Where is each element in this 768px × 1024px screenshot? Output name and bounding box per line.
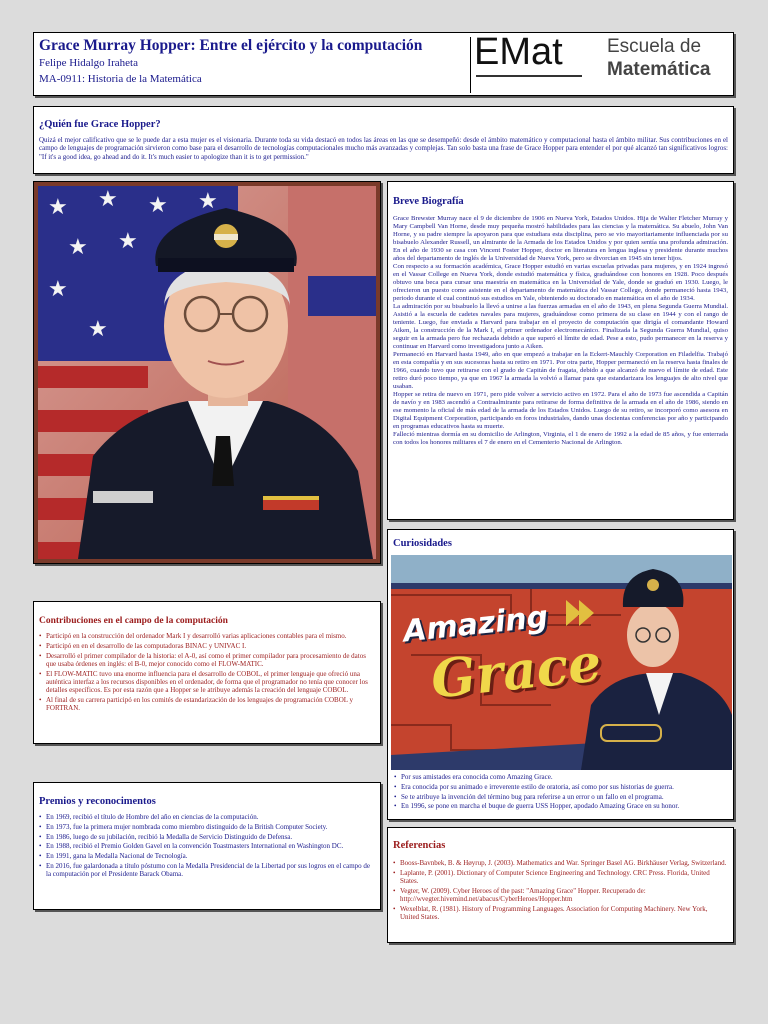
list-item: • El FLOW-MATIC tuvo una enorme influencia para el desarrollo de COBOL, el primer lenguaje que ofreció una auténtica interfaz a los recursos disponibles en el ordenador, de forma que el programador no tenía que conocer los detalles específicos. Es por esta razón que a Hopper se le atribuye además la creación del lenguaje COBOL. (39, 670, 375, 695)
list-item: • Se te atribuye la invención del término bug para referirse a un error o un fallo en el programa. (394, 793, 728, 801)
svg-text:★: ★ (148, 193, 168, 218)
contributions-list (39, 632, 375, 713)
bio-paragraph: Con respecto a su formación académica, Grace Hopper estudió en varias escuelas privadas para mujeres, y en 1924 ingresó en el Vassar College en Nueva York, donde estudió matemática y física, graduándose con honores en 1928. Poco después obtuvo una beca para cursar una maestría en matemática en la Universidad de Yale, donde se graduó en 1930. Luego, le ofrecieron un puesto como asistente en el departamento de matemática del Vassar College, donde permaneció hasta 1943, periodo durante el cual continuó sus estudios en Yale, obteniendo su doctorado en matemática en el año de 1934. (393, 263, 728, 302)
bio-paragraph: Falleció mientras dormía en su domicilio de Arlington, Virginia, el 1 de enero de 1992 a la edad de 85 años, y fue enterrada con todos los honores militares el 7 de enero en el Cementerio Nacional de Arlington. (393, 431, 728, 446)
logo-line1: Escuela de (607, 36, 702, 57)
list-item: • Desarrolló el primer compilador de la historia: el A-0, así como el primer compilador para procesamiento de datos que usaba órdenes en inglés: el B-0, mejor conocido como el FLOW-MATIC. (39, 652, 375, 669)
bio-paragraph: Hopper se retira de nuevo en 1971, pero pide volver a servicio activo en 1972. Para el año de 1973 fue ascendida a Capitán de navío y en 1983 ascendió a Contraalmirante para retirarse de forma definitiva de la armada en el año de 1986, siendo en ese momento la oficial de más edad de la armada de los Estados Unidos. Luego de su retiro, se incorporó como asesora en Digital Equipment Corporation, participando en foros industriales, dando unas docientas conferencias por año y participando en programas educativos hasta su muerte. (393, 391, 728, 430)
references-list (393, 859, 728, 922)
bio-body (393, 215, 728, 447)
bio-paragraph: Permaneció en Harvard hasta 1949, año en que empezó a trabajar en la Eckert-Mauchly Corporation en Filadelfia. Trabajó en esta compañía y en sus sucesoras hasta su retiro en 1971. Por otra parte, Hopper permaneció en la reserva hasta finales de 1966, cuando tuvo que retirarse con el grado de Capitán de fragata, debido a que alcanzó de nuevo el límite de edad. Este retiro duró poco tiempo, ya que en 1967 la armada la volvió a llamar para que estandarizara los lenguajes de alto nivel que usaban. (393, 351, 728, 390)
list-item: • Booss-Bavnbek, B. & Høyrup, J. (2003). Mathematics and War. Springer Basel AG. Birkhäuser Verlag, Switzerland. (393, 859, 728, 867)
bio-paragraph: Grace Brewster Murray nace el 9 de diciembre de 1906 en Nueva York, Estados Unidos. Hija de Walter Fletcher Murray y Mary Campbell Van Horne, desde muy pequeña mostró habilidades para las ciencias y la matemática. Su abuelo, John Van Horne, y su padre siempre la apoyaron para que estudiara esta disciplina, pero se vio mayoritariamente influenciada por su bisabuelo Alexander Russell, un almirante de la Armada de los Estados Unidos y por quien sentía una profunda admiración. En el año de 1930 se casa con Vincent Foster Hopper, doctor en literatura en lengua inglesa y presidente durante muchos años del departamento de inglés de la Universidad de Nueva York, pero se divorcian en 1945 sin tener hijos. (393, 215, 728, 262)
list-item: • Era conocida por su animado e irreverente estilo de oratoria, así como por sus historias de guerra. (394, 783, 728, 791)
list-item: • En 1986, luego de su jubilación, recibió la Medalla de Servicio Distinguido de Defensa. (39, 833, 375, 841)
contributions-title: Contribuciones en el campo de la computación (39, 616, 228, 626)
curiosities-panel (387, 529, 734, 820)
list-item: • Vegter, W. (2009). Cyber Heroes of the past: "Amazing Grace" Hopper. Recuperado de: http://wvegter.hivemind.net/abacus/CyberHeroes/Hopper.htm (393, 887, 728, 904)
svg-text:★: ★ (198, 189, 218, 214)
list-item: • Wexelblat, R. (1981). History of Programming Languages. Association for Computing Machinery. New York, United States. (393, 905, 728, 922)
svg-text:★: ★ (88, 317, 108, 342)
intro-title: ¿Quién fue Grace Hopper? (39, 119, 161, 130)
header-panel (33, 32, 734, 96)
list-item: • Laplante, P. (2001). Dictionary of Computer Science Engineering and Technology. CRC Press. Florida, United States. (393, 869, 728, 886)
list-item: • En 1973, fue la primera mujer nombrada como miembro distinguido de la British Computer Society. (39, 823, 375, 831)
list-item: • En 1988, recibió el Premio Golden Gavel en la convención Toastmasters International en Washington DC. (39, 842, 375, 850)
svg-text:★: ★ (48, 195, 68, 220)
svg-text:★: ★ (118, 229, 138, 254)
list-item: • En 2016, fue galardonada a título póstumo con la Medalla Presidencial de la Libertad por sus logros en el campo de la computación por el Presidente Barack Obama. (39, 862, 375, 879)
awards-list (39, 813, 375, 879)
poster-title: Grace Murray Hopper: Entre el ejército y la computación (39, 37, 423, 54)
author-name: Felipe Hidalgo Iraheta (39, 57, 138, 69)
list-item: • Participó en la construcción del ordenador Mark I y desarrolló varias aplicaciones contables para el mismo. (39, 632, 375, 640)
svg-text:★: ★ (98, 187, 118, 212)
awards-title: Premios y reconocimentos (39, 796, 156, 807)
list-item: • En 1991, gana la Medalla Nacional de Tecnología. (39, 852, 375, 860)
references-title: Referencias (393, 840, 446, 851)
course-name: MA-0911: Historia de la Matemática (39, 73, 202, 85)
portrait-photo (33, 181, 381, 564)
logo-mark: EMat (474, 31, 563, 73)
list-item: • Por sus amistades era conocida como Amazing Grace. (394, 773, 728, 781)
references-panel (387, 827, 734, 943)
svg-text:★: ★ (68, 235, 88, 260)
list-item: • Participó en en el desarrollo de las computadoras BINAC y UNIVAC I. (39, 642, 375, 650)
bio-paragraph: La admiración por su bisabuelo la llevó a unirse a las fuerzas armadas en el año de 1943, en plena Segunda Guerra Mundial. Asistió a la escuela de cadetes navales para mujeres, graduándose como primera de su clase en 1944 y con el rango de teniente. Luego, fue enviada a Harvard para trabajar en el proyecto de computación que dirigía el comandante Howard Aiken, la construcción de la Mark I, el primer ordenador electromecánico. Finalizada la Segunda Guerra Mundial, quiso seguir en la armada pero fue rechazada debido a que superó el límite de edad. Pese a esto, pudo permanecer en la reserva y continuar en Harvard como investigadora junto a Aiken. (393, 303, 728, 350)
intro-text: Quizá el mejor calificativo que se le puede dar a esta mujer es el visionaria. Durante toda su vida destacó en todos las áreas en las que se desempeñó: desde el ámbito matemático y computacional hasta el ámbito militar. Sus contribuciones en el campo de lenguajes de programación sirvieron como base para el desarrollo de tecnologías computacionales mucho más avanzadas y complejas. Tan solo basta una frase de Grace Hopper para entender el por qué alcanzó tan significativos logros: "If it's a good idea, go ahead and do it. It's much easier to apologize than it is to get permission." (39, 136, 728, 161)
contributions-panel (33, 601, 381, 744)
curiosities-list (394, 773, 728, 812)
biography-panel (387, 181, 734, 520)
curiosities-title: Curiosidades (393, 538, 452, 549)
logo-line2: Matemática (607, 59, 711, 80)
emat-logo (474, 33, 732, 95)
svg-text:★: ★ (48, 277, 68, 302)
list-item: • Al final de su carrera participó en los comités de estandarización de los lenguajes de programación COBOL y FORTRAN. (39, 696, 375, 713)
list-item: • En 1996, se pone en marcha el buque de guerra USS Hopper, apodado Amazing Grace en su honor. (394, 802, 728, 810)
bio-title: Breve Biografía (393, 196, 464, 207)
intro-panel (33, 106, 734, 174)
awards-panel (33, 782, 381, 910)
header-divider (470, 37, 471, 93)
amazing-grace-banner (391, 555, 732, 770)
banner-word-grace: Grace (428, 632, 604, 711)
logo-underline (476, 75, 582, 77)
banner-word-amazing: Amazing (401, 599, 550, 650)
list-item: • En 1969, recibió el título de Hombre del año en ciencias de la computación. (39, 813, 375, 821)
